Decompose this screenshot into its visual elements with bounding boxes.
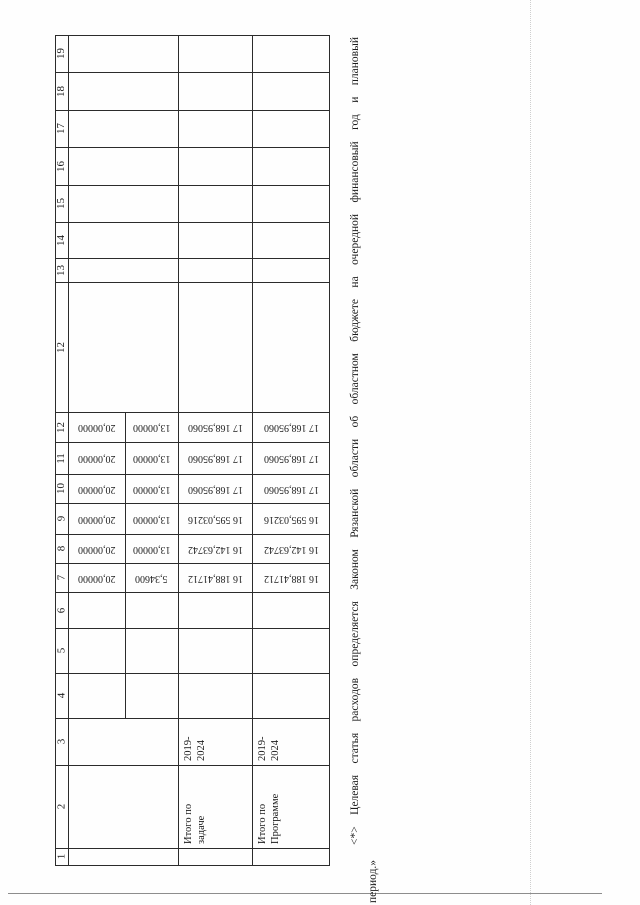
table-value: 16 595,03216: [263, 513, 319, 525]
column-number: 1: [55, 853, 67, 860]
table-value: 13,00000: [132, 422, 171, 433]
table-value: 16 188,41712: [187, 572, 243, 584]
column-number-cell: [55, 503, 68, 534]
table-value: 13,00000: [132, 513, 171, 525]
table-value-cell: [252, 503, 330, 534]
table-value: 13,00000: [132, 543, 171, 555]
row-label-line: Итого по: [183, 803, 194, 844]
column-number-cell: [55, 848, 68, 865]
table-value-cell: [125, 442, 178, 474]
table-grid-line: [55, 673, 330, 674]
table-value: 17 168,95060: [187, 422, 243, 433]
column-number: 6: [55, 607, 67, 613]
column-number: 10: [55, 483, 67, 494]
column-number: 3: [55, 738, 67, 745]
column-number: 12: [55, 421, 67, 433]
table-value-cell: [252, 563, 330, 592]
table-value-cell: [125, 412, 178, 442]
table-value-cell: [178, 474, 252, 503]
table-value: 16 188,41712: [263, 572, 319, 584]
table-value: 20,00000: [77, 483, 116, 495]
column-number: 9: [55, 515, 67, 522]
table-value: 20,00000: [77, 543, 116, 555]
table-value: 17 168,95060: [187, 453, 243, 464]
column-number-cell: [55, 592, 68, 628]
table-value-cell: [252, 534, 330, 563]
table-grid-line: [55, 35, 330, 36]
column-number: 14: [55, 234, 67, 246]
row-label-task-total: [178, 765, 252, 848]
column-number-cell: [55, 442, 68, 474]
table-value-cell: [125, 503, 178, 534]
table-value-cell: [252, 412, 330, 442]
table-grid-line: [55, 718, 330, 719]
footnote-line-1: <*> Целевая статья расходов определяется Законом Рязанской области об областном бюджете на очередной финансовый год и плановый: [349, 37, 361, 845]
table-value: 17 168,95060: [263, 453, 319, 464]
table-value: 16 142,63742: [187, 543, 243, 555]
column-number-cell: [55, 35, 68, 72]
column-number-cell: [55, 412, 68, 442]
table-grid-line: [55, 147, 330, 148]
row-label-line: Итого по: [257, 803, 268, 844]
table-value-cell: [178, 412, 252, 442]
column-number-cell: [55, 628, 68, 673]
table-value: 16 595,03216: [187, 513, 243, 525]
column-number-cell: [55, 222, 68, 258]
table-grid-line: [55, 865, 330, 866]
table-value-cell: [178, 534, 252, 563]
table-grid-line: [55, 848, 330, 849]
column-number-cell: [55, 147, 68, 185]
row-period-line: 2024: [270, 740, 281, 761]
table-value-cell: [178, 563, 252, 592]
column-number-cell: [55, 765, 68, 848]
table-value: 20,00000: [77, 572, 116, 584]
table-value: 20,00000: [77, 513, 116, 525]
table-value: 20,00000: [77, 422, 116, 433]
table-value-cell: [125, 563, 178, 592]
table-value-cell: [68, 412, 125, 442]
column-number: 4: [55, 692, 67, 699]
column-number: 13: [55, 264, 67, 276]
table-value: 13,00000: [132, 453, 171, 464]
column-number-cell: [55, 534, 68, 563]
column-number: 18: [55, 85, 67, 97]
table-value: 13,00000: [132, 483, 171, 495]
table-grid-line: [55, 110, 330, 111]
column-number-cell: [55, 718, 68, 765]
row-label-line: задаче: [196, 815, 207, 844]
table-value: 17 168,95060: [263, 422, 319, 433]
column-number: 2: [55, 803, 67, 810]
table-grid-line: [55, 765, 330, 766]
table-value-cell: [68, 534, 125, 563]
column-number: 17: [55, 123, 67, 134]
table-value-cell: [125, 474, 178, 503]
column-number: 8: [55, 545, 67, 552]
table-grid-line: [55, 282, 330, 283]
table-value-cell: [252, 474, 330, 503]
table-value-cell: [68, 563, 125, 592]
column-number-cell: [55, 258, 68, 282]
column-number-cell: [55, 673, 68, 718]
column-number: 7: [55, 574, 67, 581]
row-period-task-total: [178, 718, 252, 765]
row-period-program-total: [252, 718, 330, 765]
table-value-cell: [68, 503, 125, 534]
column-number-cell: [55, 72, 68, 110]
column-number-cell: [55, 282, 68, 412]
table-grid-line: [55, 592, 330, 593]
column-number: 5: [55, 647, 67, 654]
table-value-cell: [68, 442, 125, 474]
table-grid-line: [55, 72, 330, 73]
footnote: [346, 37, 382, 903]
column-number-cell: [55, 563, 68, 592]
column-number-cell: [55, 110, 68, 147]
table-value-cell: [68, 474, 125, 503]
table-value: 5,34600: [135, 572, 168, 584]
table-value-cell: [178, 442, 252, 474]
table-grid-line: [55, 628, 330, 629]
table-value: 17 168,95060: [187, 483, 243, 495]
table-value: 20,00000: [77, 453, 116, 464]
table-grid-line: [55, 222, 330, 223]
row-period-line: 2019-: [183, 736, 194, 761]
table-value-cell: [252, 442, 330, 474]
column-number: 15: [55, 198, 67, 209]
row-label-line: Программе: [270, 793, 281, 844]
column-number: 16: [55, 160, 67, 172]
row-label-program-total: [252, 765, 330, 848]
table-value-cell: [125, 534, 178, 563]
table-value: 17 168,95060: [263, 483, 319, 495]
row-period-line: 2019-: [257, 736, 268, 761]
column-number: 19: [55, 48, 67, 59]
column-number-cell: [55, 474, 68, 503]
table-grid-line: [55, 185, 330, 186]
row-period-line: 2024: [196, 740, 207, 761]
footnote-line-2: период.»: [367, 859, 379, 903]
column-number: 12: [55, 341, 67, 353]
table-value-cell: [178, 503, 252, 534]
table-value: 16 142,63742: [263, 543, 319, 555]
column-number: 11: [55, 452, 67, 464]
column-number-cell: [55, 185, 68, 222]
table-grid-line: [55, 258, 330, 259]
